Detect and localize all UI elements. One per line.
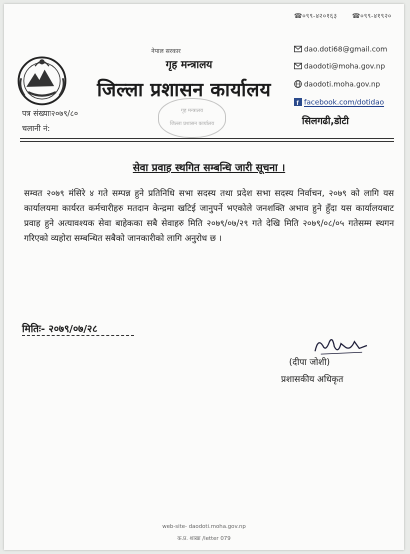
svg-text:f: f xyxy=(296,99,299,106)
contact-text: facebook.com/dotidao xyxy=(304,97,385,107)
signatory-designation: प्रशासकीय अधिकृत xyxy=(281,375,344,385)
contact-website[interactable] xyxy=(294,79,380,89)
contact-text: daodoti.moha.gov.np xyxy=(304,79,381,89)
contact-text: daodoti@moha.gov.np xyxy=(304,61,386,71)
contact-text: dao.doti68@gmail.com xyxy=(304,44,388,54)
notice-date: मितिः- २०७९/०७/२८ xyxy=(22,324,98,335)
footer-website: web-site- daodoti.moha.gov.np xyxy=(162,524,246,530)
header-divider-2 xyxy=(20,141,394,142)
signature-icon xyxy=(312,334,370,358)
office-title: जिल्ला प्रशासन कार्यालय xyxy=(97,79,271,101)
mail-icon xyxy=(294,45,302,53)
stamp-text-bottom: जिल्ला प्रशासन कार्यालय xyxy=(169,121,215,127)
notice-subject: सेवा प्रवाह स्थगित सम्बन्धि जारी सूचना । xyxy=(132,162,286,174)
phone-number-2: ☎०९९-४१९२० xyxy=(352,12,392,20)
facebook-icon xyxy=(294,98,302,106)
contact-facebook[interactable] xyxy=(294,97,384,107)
signatory-name: (दीपा जोशी) xyxy=(289,358,330,368)
date-underline xyxy=(22,335,134,336)
header-divider xyxy=(20,138,394,139)
office-location: सिलगढी,डोटी xyxy=(302,116,349,127)
stamp-text-top: गृह मन्त्रालय xyxy=(180,108,204,114)
contact-email-2[interactable] xyxy=(294,61,385,71)
nepal-emblem-icon xyxy=(16,54,68,106)
mail-icon xyxy=(294,62,302,70)
phone-number: ☎०९९-४२०१६३ xyxy=(294,12,338,20)
web-icon xyxy=(294,80,302,88)
notice-body: सम्वत २०७९ मंसिरे ४ गते सम्पन्न हुने प्रतिनिधि सभा सदस्य तथा प्रदेश सभा सदस्य निर्वाचन, २०७९ को लागि यस कार्यालयमा कार्यरत कर्मचारीहरु मतदान केन्द्रमा खटिई जानुपर्ने भएकोले जनशक्ति अभाव हुने हुँदा यस कार्यालयबाट प्रवाह हुने अत्यावश्यक सेवा बाहेकका सबै सेवाहरु मिति २०७९/०७/२९ गते देखि मिति २०७९/०८/०५ गतेसम्म स्थगन गरिएको व्यहोरा सम्बन्धित सबैको जानकारीको लागि अनुरोध छ । xyxy=(24,189,394,244)
office-stamp xyxy=(158,98,226,138)
reference-number: पत्र संख्याः२०७९/८० xyxy=(22,109,79,118)
government-label: नेपाल सरकार xyxy=(151,48,181,55)
dispatch-number: चलानी नं: xyxy=(22,124,51,133)
ministry-title: गृह मन्त्रालय xyxy=(165,59,213,71)
footer-letter-ref: क.प्र. शाखा /letter 079 xyxy=(177,536,231,542)
letter-page xyxy=(4,4,404,550)
contact-email-1[interactable] xyxy=(294,44,387,54)
